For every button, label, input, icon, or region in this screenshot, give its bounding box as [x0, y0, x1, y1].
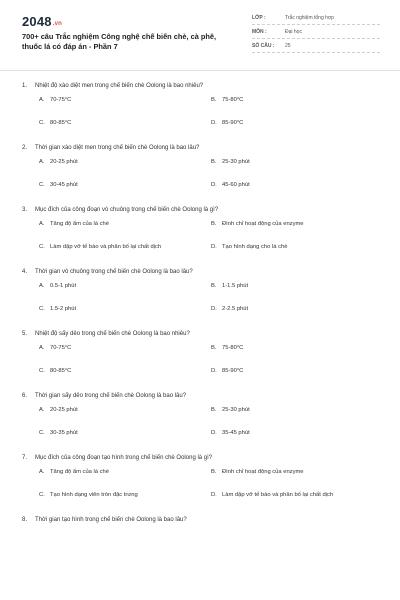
answer-option[interactable] — [194, 282, 366, 291]
answer-option[interactable] — [22, 305, 194, 314]
option-letter: B. — [211, 283, 217, 289]
option-text: 75-80°C — [222, 345, 244, 351]
site-logo[interactable] — [22, 14, 62, 29]
meta-row-class — [252, 12, 380, 25]
question-item — [22, 515, 382, 525]
question-item — [22, 453, 382, 500]
answer-option[interactable] — [22, 282, 194, 291]
option-letter: A. — [39, 469, 45, 475]
option-letter: C. — [39, 305, 45, 312]
option-row — [22, 158, 382, 167]
option-letter: B. — [211, 221, 217, 227]
meta-label: LỚP : — [252, 15, 266, 21]
option-row — [22, 367, 382, 376]
answer-option[interactable] — [194, 406, 366, 415]
option-row — [22, 406, 382, 415]
question-label: Nhiệt độ xào diệt men trong chế biến chè Oolong là bao nhiêu? — [35, 83, 204, 89]
option-letter: C. — [39, 491, 45, 498]
question-label: Nhiệt độ sấy dẻo trong chế biến chè Oolong là bao nhiêu? — [35, 331, 190, 337]
question-item — [22, 329, 382, 376]
answer-option[interactable] — [194, 491, 366, 500]
question-text — [22, 81, 382, 91]
option-letter: B. — [211, 407, 217, 413]
option-text: Làm dập vỡ tế bào và phân bố lại chất dịch — [50, 243, 162, 250]
option-row — [22, 344, 382, 353]
question-item — [22, 391, 382, 438]
option-letter: C. — [39, 181, 45, 188]
option-letter: D. — [211, 491, 217, 498]
question-item — [22, 267, 382, 314]
question-number: 1. — [22, 83, 28, 89]
answer-options — [22, 344, 382, 376]
option-row — [22, 305, 382, 314]
option-text: 25-30 phút — [222, 159, 250, 165]
question-number: 4. — [22, 269, 28, 275]
question-item — [22, 143, 382, 190]
meta-value: Đại học — [285, 29, 302, 35]
option-letter: A. — [39, 221, 45, 227]
option-letter: D. — [211, 305, 217, 312]
question-text — [22, 515, 382, 525]
answer-option[interactable] — [22, 96, 194, 105]
option-row — [22, 491, 382, 500]
question-number: 8. — [22, 517, 28, 523]
option-text: 0.5-1 phút — [50, 283, 77, 289]
question-text — [22, 143, 382, 153]
option-letter: A. — [39, 283, 45, 289]
answer-option[interactable] — [194, 344, 366, 353]
option-text: Đình chỉ hoạt động của enzyme — [222, 221, 304, 227]
header-divider — [0, 70, 400, 71]
question-text — [22, 453, 382, 463]
answer-options — [22, 220, 382, 252]
question-text — [22, 205, 382, 215]
option-row — [22, 468, 382, 477]
question-number: 5. — [22, 331, 28, 337]
answer-option[interactable] — [22, 491, 194, 500]
option-text: Làm dập vỡ tế bào và phân bố lại chất dịch — [222, 491, 334, 498]
option-text: 25-30 phút — [222, 407, 250, 413]
question-list — [22, 81, 382, 541]
option-row — [22, 96, 382, 105]
option-text: 20-25 phút — [50, 407, 78, 413]
option-letter: B. — [211, 97, 217, 103]
question-item — [22, 81, 382, 128]
answer-option[interactable] — [194, 468, 366, 477]
answer-option[interactable] — [22, 367, 194, 376]
option-row — [22, 429, 382, 438]
option-text: 85-90°C — [222, 119, 244, 126]
document-title: 700+ câu Trắc nghiệm Công nghệ chế biến chè, cà phê, thuốc lá có đáp án - Phần 7 — [22, 32, 217, 51]
question-text — [22, 391, 382, 401]
option-text: Tạo hình dạng cho lá chè — [222, 243, 288, 250]
answer-option[interactable] — [194, 158, 366, 167]
option-row — [22, 181, 382, 190]
option-text: 35-45 phút — [222, 429, 250, 436]
answer-option[interactable] — [22, 220, 194, 229]
option-text: 80-85°C — [50, 119, 72, 126]
logo-suffix: .vn — [52, 21, 63, 27]
question-text — [22, 329, 382, 339]
answer-option[interactable] — [194, 96, 366, 105]
option-text: 45-60 phút — [222, 181, 250, 188]
question-number: 3. — [22, 207, 28, 213]
answer-options — [22, 406, 382, 438]
meta-label: MÔN : — [252, 29, 267, 35]
meta-label: SỐ CÂU : — [252, 43, 275, 49]
answer-option[interactable] — [194, 305, 366, 314]
option-text: 75-80°C — [222, 97, 244, 103]
answer-options — [22, 158, 382, 190]
answer-option[interactable] — [22, 406, 194, 415]
option-letter: D. — [211, 119, 217, 126]
question-label: Mục đích của công đoạn tạo hình trong chế biến chè Oolong là gì? — [35, 455, 213, 461]
answer-option[interactable] — [22, 468, 194, 477]
answer-option[interactable] — [194, 367, 366, 376]
option-letter: A. — [39, 159, 45, 165]
option-letter: B. — [211, 159, 217, 165]
question-label: Thời gian tạo hình trong chế biến chè Oolong là bao lâu? — [35, 517, 187, 523]
question-label: Thời gian vò chuông trong chế biến chè Oolong là bao lâu? — [35, 269, 193, 275]
option-letter: B. — [211, 469, 217, 475]
option-letter: A. — [39, 97, 45, 103]
option-letter: C. — [39, 367, 45, 374]
meta-value: Trắc nghiệm tổng hợp — [285, 15, 334, 21]
option-row — [22, 282, 382, 291]
logo-text: 2048 — [22, 14, 52, 29]
answer-option[interactable] — [22, 429, 194, 438]
question-item — [22, 205, 382, 252]
option-text: 1.5-2 phút — [50, 305, 77, 312]
answer-option[interactable] — [22, 243, 194, 252]
meta-value: 25 — [285, 43, 291, 49]
option-row — [22, 243, 382, 252]
option-text: 30-35 phút — [50, 429, 78, 436]
option-text: Tạo hình dạng viên tròn đặc trưng — [50, 491, 138, 498]
option-text: 2-2.5 phút — [222, 305, 249, 312]
answer-option[interactable] — [22, 344, 194, 353]
option-letter: A. — [39, 407, 45, 413]
answer-option[interactable] — [22, 181, 194, 190]
option-letter: B. — [211, 345, 217, 351]
option-text: 20-25 phút — [50, 159, 78, 165]
option-text: Tăng độ ẩm của lá chè — [50, 469, 109, 475]
option-row — [22, 220, 382, 229]
meta-row-subject — [252, 26, 380, 39]
meta-row-count — [252, 40, 380, 53]
option-letter: C. — [39, 429, 45, 436]
option-letter: D. — [211, 243, 217, 250]
answer-option[interactable] — [194, 243, 366, 252]
answer-option[interactable] — [194, 220, 366, 229]
option-text: Tăng độ ẩm của lá chè — [50, 221, 109, 227]
option-text: 1-1.5 phút — [222, 283, 249, 289]
answer-options — [22, 468, 382, 500]
option-letter: C. — [39, 243, 45, 250]
option-letter: D. — [211, 181, 217, 188]
option-text: 70-75°C — [50, 345, 72, 351]
answer-option[interactable] — [22, 158, 194, 167]
option-text: 80-85°C — [50, 367, 72, 374]
question-label: Mục đích của công đoạn vò chuông trong chế biến chè Oolong là gì? — [35, 207, 219, 213]
option-text: Đình chỉ hoạt động của enzyme — [222, 469, 304, 475]
option-text: 85-90°C — [222, 367, 244, 374]
answer-option[interactable] — [194, 429, 366, 438]
option-letter: A. — [39, 345, 45, 351]
question-label: Thời gian sấy dẻo trong chế biến chè Oolong là bao lâu? — [35, 393, 187, 399]
page-header — [0, 0, 400, 70]
answer-option[interactable] — [22, 119, 194, 128]
option-letter: D. — [211, 367, 217, 374]
answer-option[interactable] — [194, 181, 366, 190]
question-number: 7. — [22, 455, 28, 461]
option-text: 70-75°C — [50, 97, 72, 103]
option-row — [22, 119, 382, 128]
answer-options — [22, 282, 382, 314]
question-number: 2. — [22, 145, 28, 151]
answer-option[interactable] — [194, 119, 366, 128]
answer-options — [22, 96, 382, 128]
option-letter: C. — [39, 119, 45, 126]
question-number: 6. — [22, 393, 28, 399]
option-letter: D. — [211, 429, 217, 436]
question-text — [22, 267, 382, 277]
question-label: Thời gian xào diệt men trong chế biến chè Oolong là bao lâu? — [35, 145, 200, 151]
option-text: 30-45 phút — [50, 181, 78, 188]
